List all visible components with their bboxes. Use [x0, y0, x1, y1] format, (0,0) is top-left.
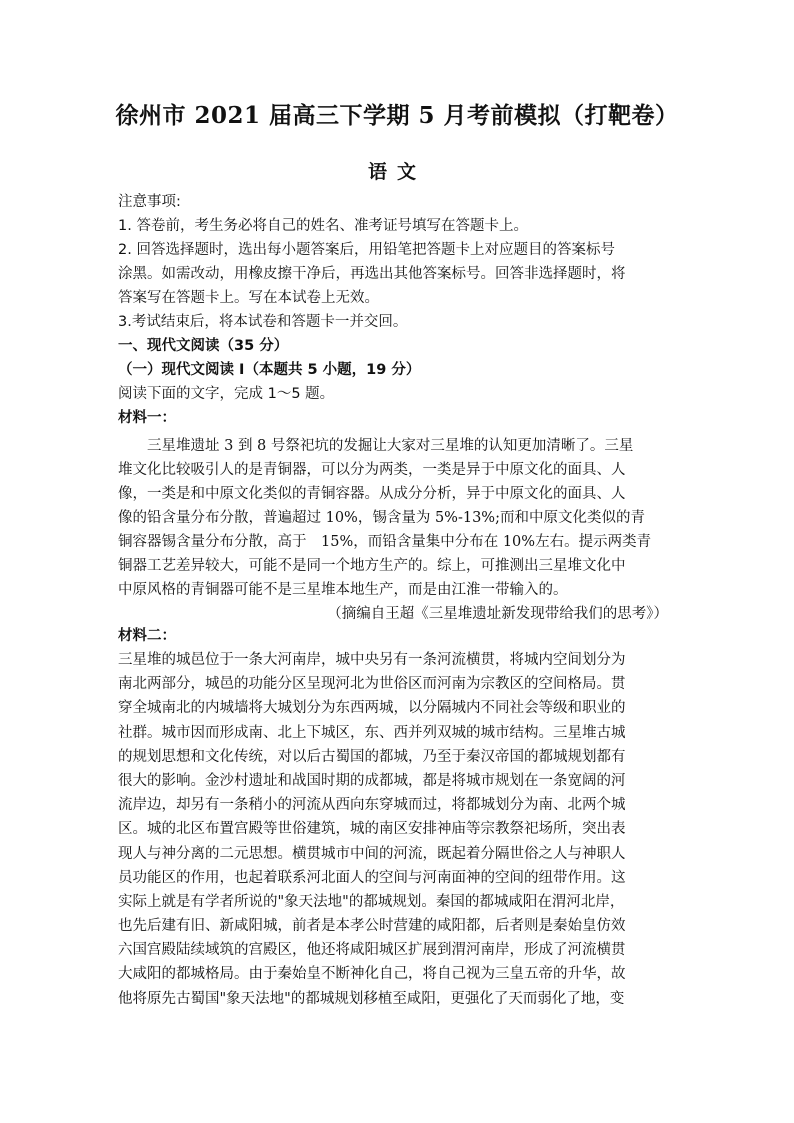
paragraph-line: 穿全城南北的内城墙将大城划分为东西两城，以分隔城内不同社会等级和职业的 [118, 700, 626, 717]
reading-instruction: 阅读下面的文字，完成 1～5 题。 [118, 386, 335, 402]
paragraph-line: 现人与神分离的二元思想。横贯城市中间的河流，既起着分隔世俗之人与神职人 [118, 845, 626, 862]
material-2-label: 材料二： [118, 628, 176, 644]
notice-heading: 注意事项: [118, 194, 181, 210]
material-1-source: （摘编自王超《三星堆遗址新发现带给我们的思考》） [327, 606, 668, 622]
paragraph-line: 铜容器锡含量分布分散，高于 15%，而铅含量集中分布在 10%左右。提示两类青 [118, 534, 652, 550]
paragraph-line: 区。城的北区布置宫殿等世俗建筑，城的南区安排神庙等宗教祭祀场所，突出表 [118, 821, 626, 838]
part-title: 一、现代文阅读（35 分） [118, 338, 289, 354]
paragraph-line: 三星堆的城邑位于一条大河南岸，城中央另有一条河流横贯，将城内空间划分为 [118, 652, 626, 668]
paragraph-line: 员功能区的作用，也起着联系河北面人的空间与河南面神的空间的纽带作用。这 [118, 869, 626, 886]
notice-section [118, 190, 678, 430]
paragraph-line: 中原风格的青铜器可能不是三星堆本地生产，而是由江淮一带输入的。 [118, 582, 568, 598]
material-1-label: 材料一： [118, 410, 176, 426]
paragraph-line: 他将原先古蜀国"象天法地"的都城规划移植至咸阳，更强化了天而弱化了地，变 [118, 990, 625, 1007]
paragraph-line: 南北两部分，城邑的功能分区呈现河北为世俗区而河南为宗教区的空间格局。贯 [118, 676, 626, 693]
paragraph-line: 流岸边，却另有一条稍小的河流从西向东穿城而过，将都城划分为南、北两个城 [118, 797, 626, 814]
notice-line: 答案写在答题卡上。写在本试卷上无效。 [118, 290, 379, 306]
paragraph-line: 铜器工艺差异较大，可能不是同一个地方生产的。综上，可推测出三星堆文化中 [118, 558, 626, 574]
paragraph-line: 也先后建有旧、新咸阳城，前者是本孝公时营建的咸阳都，后者则是秦始皇仿效 [118, 918, 626, 935]
exam-title: 徐州市 2021 届高三下学期 5 月考前模拟（打靶卷） [115, 102, 679, 129]
paragraph-line: 堆文化比较吸引人的是青铜器，可以分为两类，一类是异于中原文化的面具、人 [118, 462, 626, 478]
paragraph-line: 实际上就是有学者所说的"象天法地"的都城规划。秦国的都城咸阳在渭河北岸， [118, 893, 625, 910]
subject-title: 语文 [367, 161, 426, 183]
notice-line: 2. 回答选择题时，选出每小题答案后，用铅笔把答题卡上对应题目的答案标号 [118, 242, 615, 258]
notice-line: 涂黑。如需改动，用橡皮擦干净后，再选出其他答案标号。回答非选择题时，将 [118, 266, 626, 282]
paragraph-line: 的规划思想和文化传统，对以后古蜀国的都城，乃至于秦汉帝国的都城规划都有 [118, 748, 626, 765]
paragraph-line: 三星堆遗址 3 到 8 号祭祀坑的发掘让大家对三星堆的认知更加清晰了。三星 [147, 438, 634, 454]
sub-section-title: （一）现代文阅读 I（本题共 5 小题，19 分） [118, 362, 421, 378]
paragraph-line: 很大的影响。金沙村遗址和战国时期的成都城，都是将城市规划在一条宽阔的河 [118, 772, 626, 789]
material-2-text [118, 648, 678, 1011]
paragraph-line: 社群。城市因而形成南、北上下城区，东、西并列双城的城市结构。三星堆古城 [118, 724, 626, 741]
paragraph-line: 大咸阳的都城格局。由于秦始皇不断神化自己，将自己视为三皇五帝的升华，故 [118, 966, 626, 983]
notice-line: 1. 答卷前，考生务必将自己的姓名、准考证号填写在答题卡上。 [118, 218, 528, 234]
paragraph-line: 像的铅含量分布分散，普遍超过 10%，锡含量为 5%-13%;而和中原文化类似的青 [118, 510, 645, 526]
paragraph-line: 六国宫殿陆续域筑的宫殿区，他还将咸阳城区扩展到渭河南岸，形成了河流横贯 [118, 942, 626, 959]
paragraph-line: 像，一类是和中原文化类似的青铜容器。从成分分析，异于中原文化的面具、人 [118, 486, 626, 502]
notice-line: 3.考试结束后，将本试卷和答题卡一并交回。 [118, 314, 408, 330]
material-1-text [118, 434, 678, 626]
